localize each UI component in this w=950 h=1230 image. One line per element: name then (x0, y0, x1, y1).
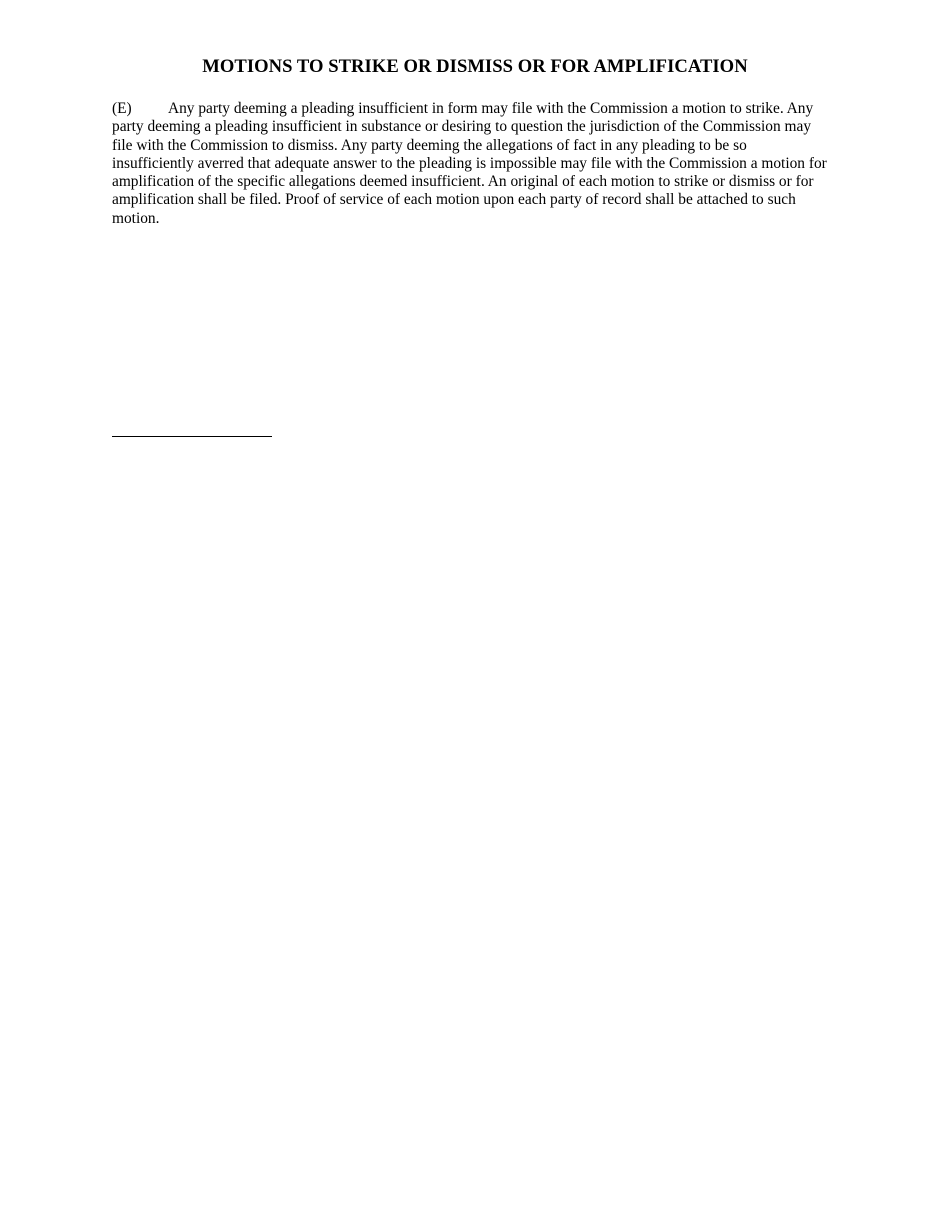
page-title: MOTIONS TO STRIKE OR DISMISS OR FOR AMPLIFICATION (202, 56, 748, 77)
paragraph-line-4: insufficiently averred that adequate answer to the pleading is impossible may file with the Commission a motion for (112, 154, 827, 172)
paragraph-line-1 (112, 100, 840, 118)
paragraph-line-text: Any party deeming a pleading insufficient in form may file with the Commission a motion to strike. Any (168, 100, 814, 117)
paragraph-line-7: motion. (112, 209, 160, 227)
section-marker: (E) (112, 100, 132, 117)
paragraph-line-5: amplification of the specific allegations deemed insufficient. An original of each motion to strike or dismiss or for (112, 173, 814, 191)
paragraph-e (112, 100, 840, 228)
paragraph-line-6: amplification shall be filed. Proof of service of each motion upon each party of record shall be attached to such (112, 191, 796, 209)
paragraph-line-3: file with the Commission to dismiss. Any party deeming the allegations of fact in any pleading to be so (112, 136, 747, 154)
footnote-separator (112, 436, 272, 437)
paragraph-line-2: party deeming a pleading insufficient in substance or desiring to question the jurisdiction of the Commission may (112, 118, 812, 136)
